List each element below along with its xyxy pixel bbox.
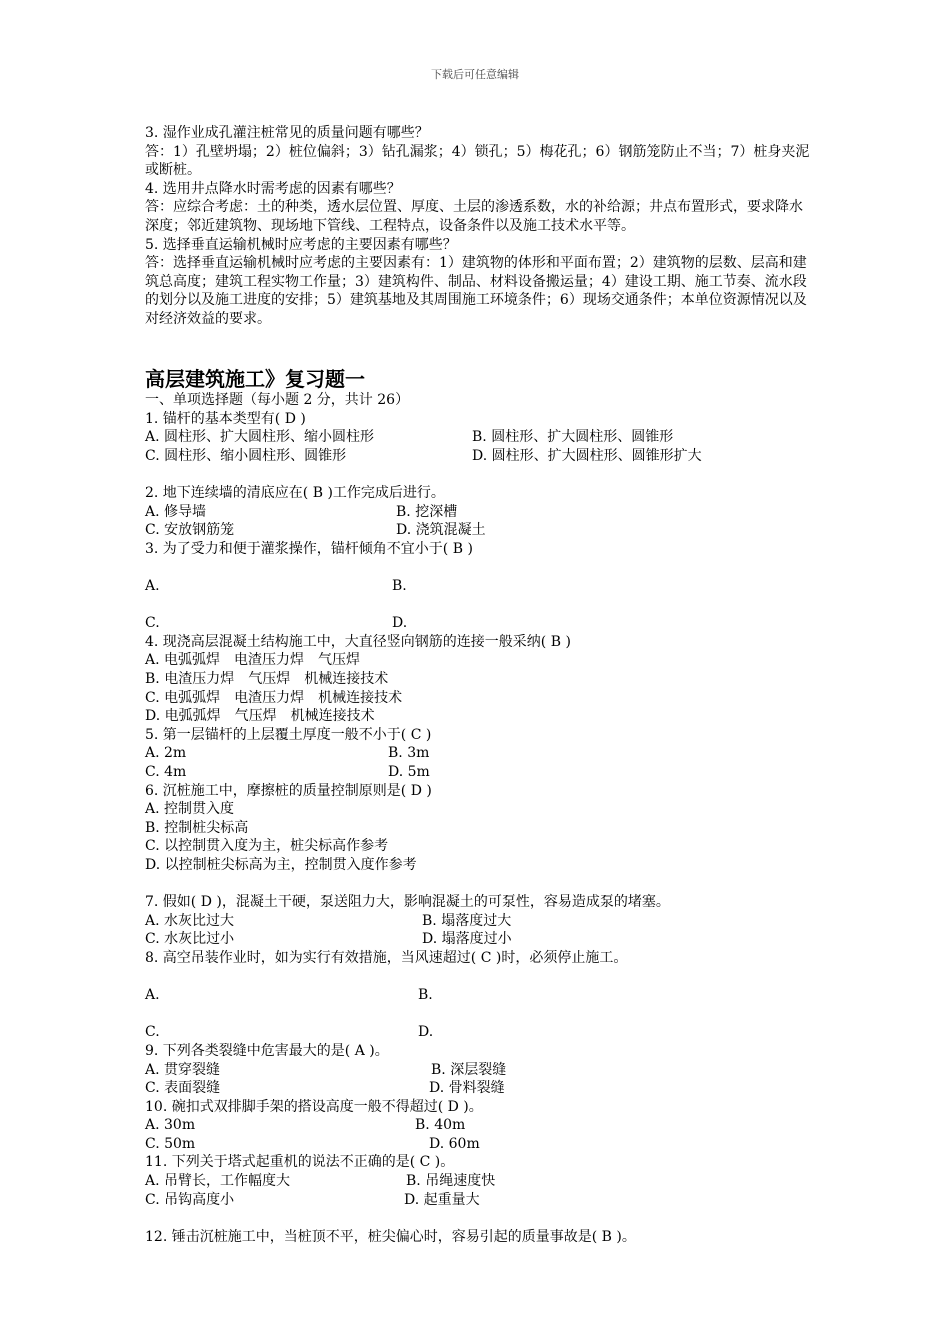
question-text: 4. 选用井点降水时需考虑的因素有哪些？ [145,180,401,197]
mc-question: 7. 假如( D )，混凝土干硬，泵送阻力大，影响混凝土的可泵性，容易造成泵的堵塞。 [145,894,670,911]
option-c: C. 50m [145,1135,196,1152]
options-row [145,912,815,931]
option-a: A. 控制贯入度 [145,801,235,818]
option-d: D. 起重量大 [404,1191,480,1208]
question-text: 5. 选择垂直运输机械时应考虑的主要因素有哪些？ [145,236,457,253]
option-c: C. 安放钢筋笼 [145,522,235,539]
mc-question: 4. 现浇高层混凝土结构施工中，大直径竖向钢筋的连接一般采纳( B ) [145,633,571,650]
option-a: A. 水灰比过大 [145,912,235,929]
mc-question: 3. 为了受力和便于灌浆操作，锚杆倾角不宜小于( B ) [145,540,473,557]
option-b: B. 控制桩尖标高 [145,819,249,836]
option-b: B. [392,578,407,595]
section-subtitle: 一、单项选择题（每小题 2 分，共计 26） [145,392,410,409]
question-text: 3. 湿作业成孔灌注桩常见的质量问题有哪些？ [145,125,429,141]
option-d: D. [392,615,408,632]
page-header: 下载后可任意编辑 [431,68,519,81]
option-b: B. 塌落度过大 [422,912,512,929]
option-d: D. 电弧弧焊 气压焊 机械连接技术 [145,708,375,725]
options-row [145,1191,815,1210]
option-b: B. 3m [388,745,430,762]
options-row [145,614,815,633]
options-row [145,1116,815,1135]
option-b: B. 40m [415,1117,466,1134]
option-b: B. 电渣压力焊 气压焊 机械连接技术 [145,671,389,688]
mc-question: 12. 锤击沉桩施工中，当桩顶不平，桩尖偏心时，容易引起的质量事故是( B )。 [145,1228,636,1245]
option-a: A. 吊臂长，工作幅度大 [145,1173,291,1190]
answer-text: 答：应综合考虑：土的种类，透水层位置、厚度、土层的渗透系数，水的补给源；井点布置形式，要求降水深度；邻近建筑物、现场地下管线、工程特点，设备条件以及施工技术水平等。 [145,199,803,234]
option-c: C. 4m [145,764,187,780]
option-b: B. 深层裂缝 [431,1061,507,1078]
option-a: A. 30m [145,1117,196,1134]
option-b: B. 圆柱形、扩大圆柱形、圆锥形 [472,429,674,446]
option-a: A. 圆柱形、扩大圆柱形、缩小圆柱形 [145,429,375,446]
option-a: A. 电弧弧焊 电渣压力焊 气压焊 [145,652,361,669]
option-d: D. [418,1024,434,1041]
options-row [145,1079,815,1098]
options-row [145,763,815,782]
option-b: B. 吊绳速度快 [406,1173,496,1190]
option-d: D. 60m [429,1135,480,1152]
document-body [145,124,815,1246]
option-c: C. 以控制贯入度为主，桩尖标高作参考 [145,838,389,855]
option-c: C. 电弧弧焊 电渣压力焊 机械连接技术 [145,689,403,706]
option-c: C. 圆柱形、缩小圆柱形、圆锥形 [145,447,347,464]
option-d: D. 圆柱形、扩大圆柱形、圆锥形扩大 [472,447,702,464]
option-a: A. 修导墙 [145,503,207,520]
options-row [145,1172,815,1191]
option-b: B. 挖深槽 [396,503,458,520]
option-a: A. [145,578,160,595]
mc-question: 11. 下列关于塔式起重机的说法不正确的是( C )。 [145,1154,455,1171]
option-a: A. 2m [145,745,187,762]
option-c: C. 水灰比过小 [145,931,235,948]
option-d: D. 5m [388,764,430,780]
answer-text: 答：选择垂直运输机械时应考虑的主要因素有：1）建筑物的体形和平面布置；2）建筑物的层数、层高和建筑总高度；建筑工程实物工作量；3）建筑构件、制品、材料设备搬运量；4）建设工期、施工节奏、流水段的划分以及施工进度的安排；5）建筑基地及其周围施工环境条件；6）现场交通条件；本单位资源情况以及对经济效益的要求。 [145,255,807,327]
option-c: C. 表面裂缝 [145,1080,221,1097]
mc-question: 10. 碗扣式双排脚手架的搭设高度一般不得超过( D )。 [145,1098,483,1115]
options-row [145,577,815,596]
mc-question: 9. 下列各类裂缝中危害最大的是( A )。 [145,1042,389,1059]
mc-question: 5. 第一层锚杆的上层覆土厚度一般不小于( C ) [145,726,432,743]
option-c: C. [145,615,160,632]
mc-question: 1. 锚杆的基本类型有( D ) [145,410,306,427]
option-c: C. [145,1024,160,1041]
options-row [145,930,815,949]
options-row [145,447,815,466]
answer-text: 答：1）孔壁坍塌；2）桩位偏斜；3）钻孔漏浆；4）锁孔；5）梅花孔；6）钢筋笼防止不当；7）桩身夹泥或断桩。 [145,143,810,179]
option-d: D. 浇筑混凝土 [396,522,486,539]
option-d: D. 以控制桩尖标高为主，控制贯入度作参考 [145,856,417,873]
options-row [145,744,815,763]
options-row [145,1061,815,1080]
mc-question: 6. 沉桩施工中，摩擦桩的质量控制原则是( D ) [145,782,432,799]
mc-question: 8. 高空吊装作业时，如为实行有效措施，当风速超过( C )时，必须停止施工。 [145,949,628,966]
option-d: D. 塌落度过小 [422,931,512,948]
option-a: A. 贯穿裂缝 [145,1061,221,1078]
option-b: B. [418,987,433,1004]
options-row [145,1135,815,1154]
option-a: A. [145,987,160,1004]
option-d: D. 骨料裂缝 [429,1080,505,1097]
options-row [145,986,815,1005]
mc-question: 2. 地下连续墙的清底应在( B )工作完成后进行。 [145,485,445,502]
options-row [145,428,815,447]
options-row [145,1023,815,1042]
options-row [145,503,815,522]
options-row [145,521,815,540]
option-c: C. 吊钩高度小 [145,1191,235,1208]
section-title: 高层建筑施工》复习题一 [145,367,365,392]
